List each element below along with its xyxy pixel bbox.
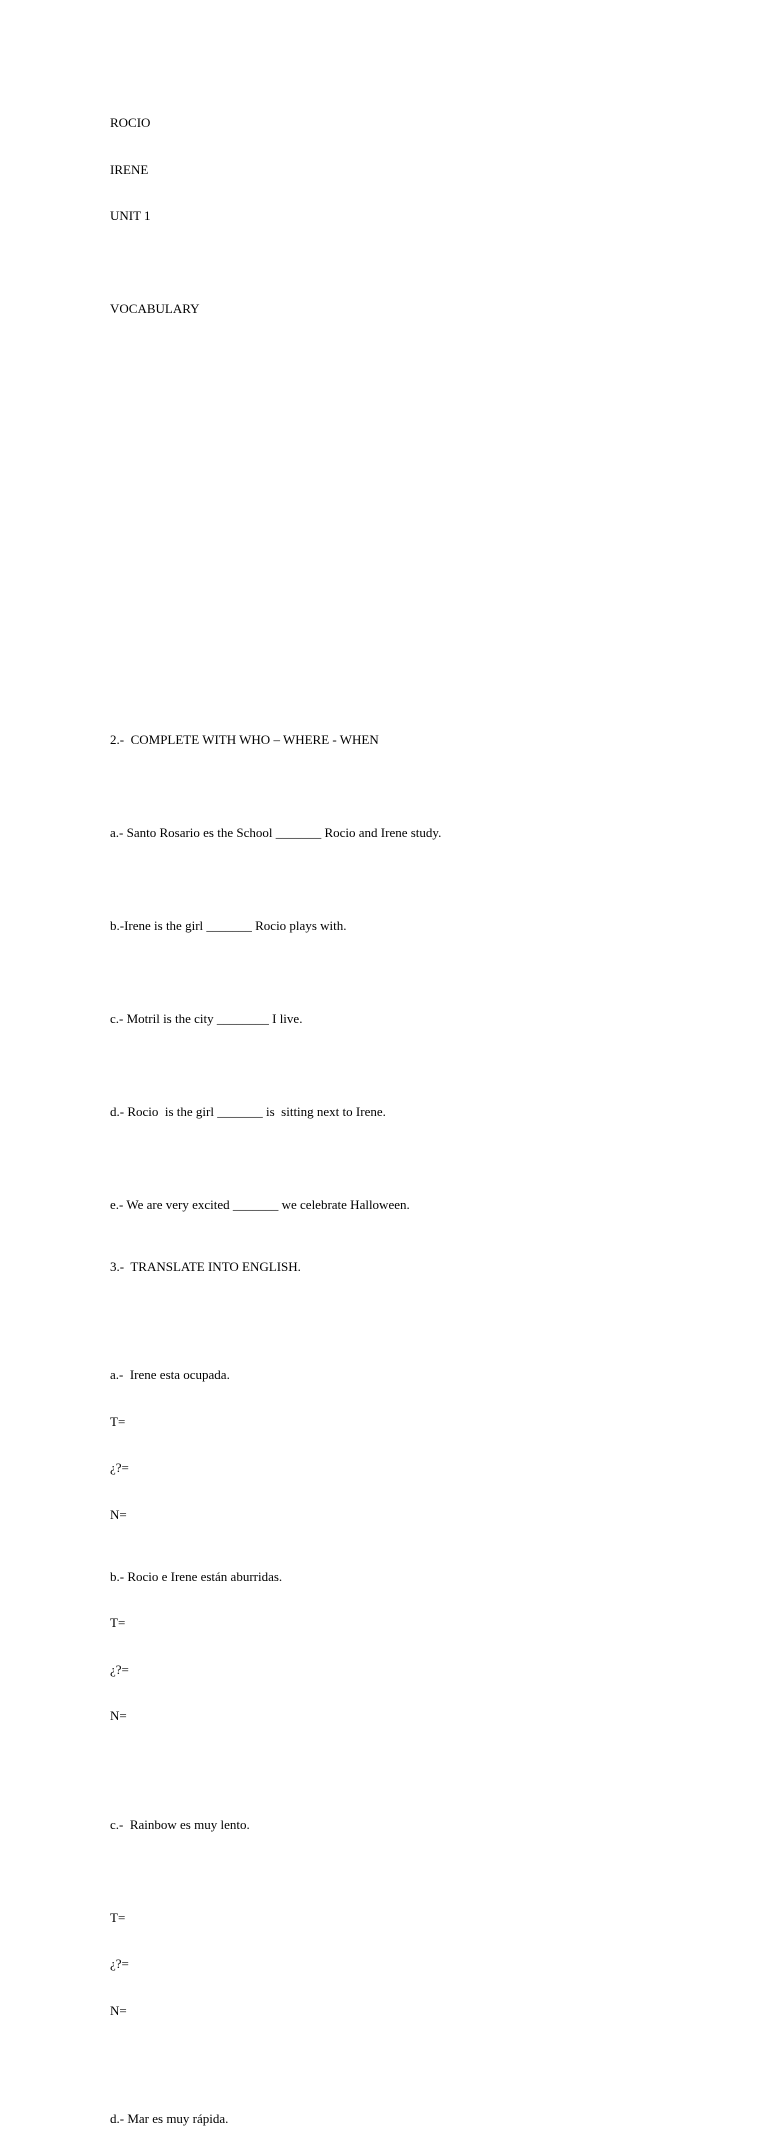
- exercise-2-item-a: a.- Santo Rosario es the School _______ Rocio and Irene study.: [110, 824, 442, 840]
- spacer: [110, 871, 730, 887]
- spacer: [110, 1863, 730, 1879]
- exercise-3-title: 3.- TRANSLATE INTO ENGLISH.: [110, 1258, 301, 1274]
- spacer: [110, 2049, 730, 2065]
- student-name-rocio: ROCIO: [110, 115, 151, 130]
- spacer: [110, 1150, 730, 1166]
- exercise-2-title: 2.- COMPLETE WITH WHO – WHERE - WHEN: [110, 731, 379, 747]
- spacer: [110, 1057, 730, 1073]
- answer-label-question: ¿?=: [110, 1460, 129, 1475]
- vocabulary-blank-area: [110, 363, 730, 685]
- answer-label-t: T=: [110, 1909, 126, 1925]
- exercise-3-item-b: b.- Rocio e Irene están aburridas.: [110, 1568, 283, 1584]
- answer-label-question: ¿?=: [110, 1956, 129, 1971]
- worksheet-page: [110, 84, 730, 2142]
- answer-label-t: T=: [110, 1615, 126, 1630]
- spacer: [110, 1755, 730, 1771]
- exercise-2-item-c: c.- Motril is the city ________ I live.: [110, 1010, 303, 1026]
- exercise-2-item-d: d.- Rocio is the girl _______ is sitting next to Irene.: [110, 1103, 386, 1119]
- unit-title: UNIT 1: [110, 208, 151, 223]
- exercise-3-item-a: a.- Irene esta ocupada.: [110, 1367, 230, 1382]
- spacer: [110, 1305, 730, 1321]
- exercise-2-item-b: b.-Irene is the girl _______ Rocio plays with.: [110, 917, 347, 933]
- spacer: [110, 255, 730, 271]
- answer-label-t: T=: [110, 1413, 126, 1429]
- section-title-vocabulary: VOCABULARY: [110, 301, 200, 316]
- exercise-3-item-d: d.- Mar es muy rápida.: [110, 2111, 229, 2126]
- answer-label-n: N=: [110, 1708, 127, 1723]
- student-name-irene: IRENE: [110, 161, 149, 177]
- spacer: [110, 778, 730, 794]
- answer-label-question: ¿?=: [110, 1661, 129, 1677]
- exercise-2-item-e: e.- We are very excited _______ we celebrate Halloween.: [110, 1196, 410, 1212]
- exercise-3-item-c: c.- Rainbow es muy lento.: [110, 1816, 250, 1832]
- answer-label-n: N=: [110, 1506, 127, 1522]
- answer-label-n: N=: [110, 2002, 127, 2018]
- spacer: [110, 964, 730, 980]
